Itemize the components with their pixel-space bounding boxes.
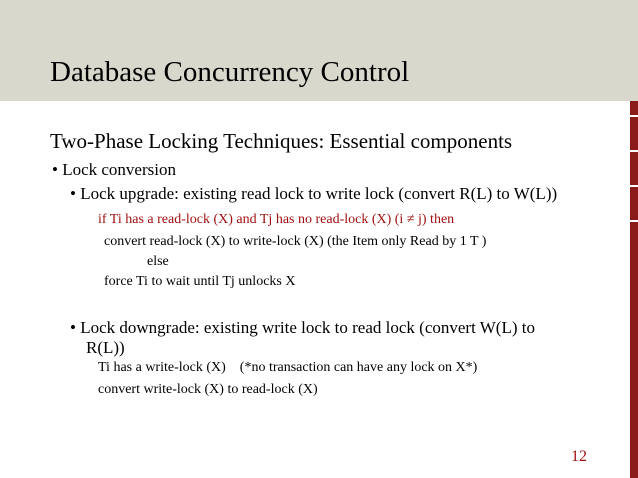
edge-bar-mark (630, 185, 638, 187)
downgrade-condition-line: Ti has a write-lock (X) (*no transaction can have any lock on X*) (98, 360, 478, 375)
right-edge-bar (630, 101, 638, 478)
edge-bar-mark (630, 150, 638, 152)
upgrade-force-line: force Ti to wait until Tj unlocks X (104, 274, 296, 289)
slide-title: Database Concurrency Control (50, 56, 410, 88)
upgrade-else-line: else (147, 254, 169, 269)
bullet-lock-downgrade-continued: R(L)) (86, 338, 125, 357)
bullet-lock-downgrade: • Lock downgrade: existing write lock to read lock (convert W(L) to (70, 318, 535, 337)
bullet-lock-conversion: • Lock conversion (52, 160, 176, 179)
downgrade-convert-line: convert write-lock (X) to read-lock (X) (98, 382, 318, 397)
upgrade-condition-line: if Ti has a read-lock (X) and Tj has no read-lock (X) (i ≠ j) then (98, 212, 455, 227)
slide-subtitle: Two-Phase Locking Techniques: Essential components (50, 129, 513, 153)
bullet-lock-upgrade: • Lock upgrade: existing read lock to write lock (convert R(L) to W(L)) (70, 184, 558, 203)
edge-bar-mark (630, 220, 638, 222)
page-number: 12 (571, 448, 587, 465)
upgrade-convert-line: convert read-lock (X) to write-lock (X) (the Item only Read by 1 T ) (104, 234, 487, 249)
edge-bar-mark (630, 115, 638, 117)
